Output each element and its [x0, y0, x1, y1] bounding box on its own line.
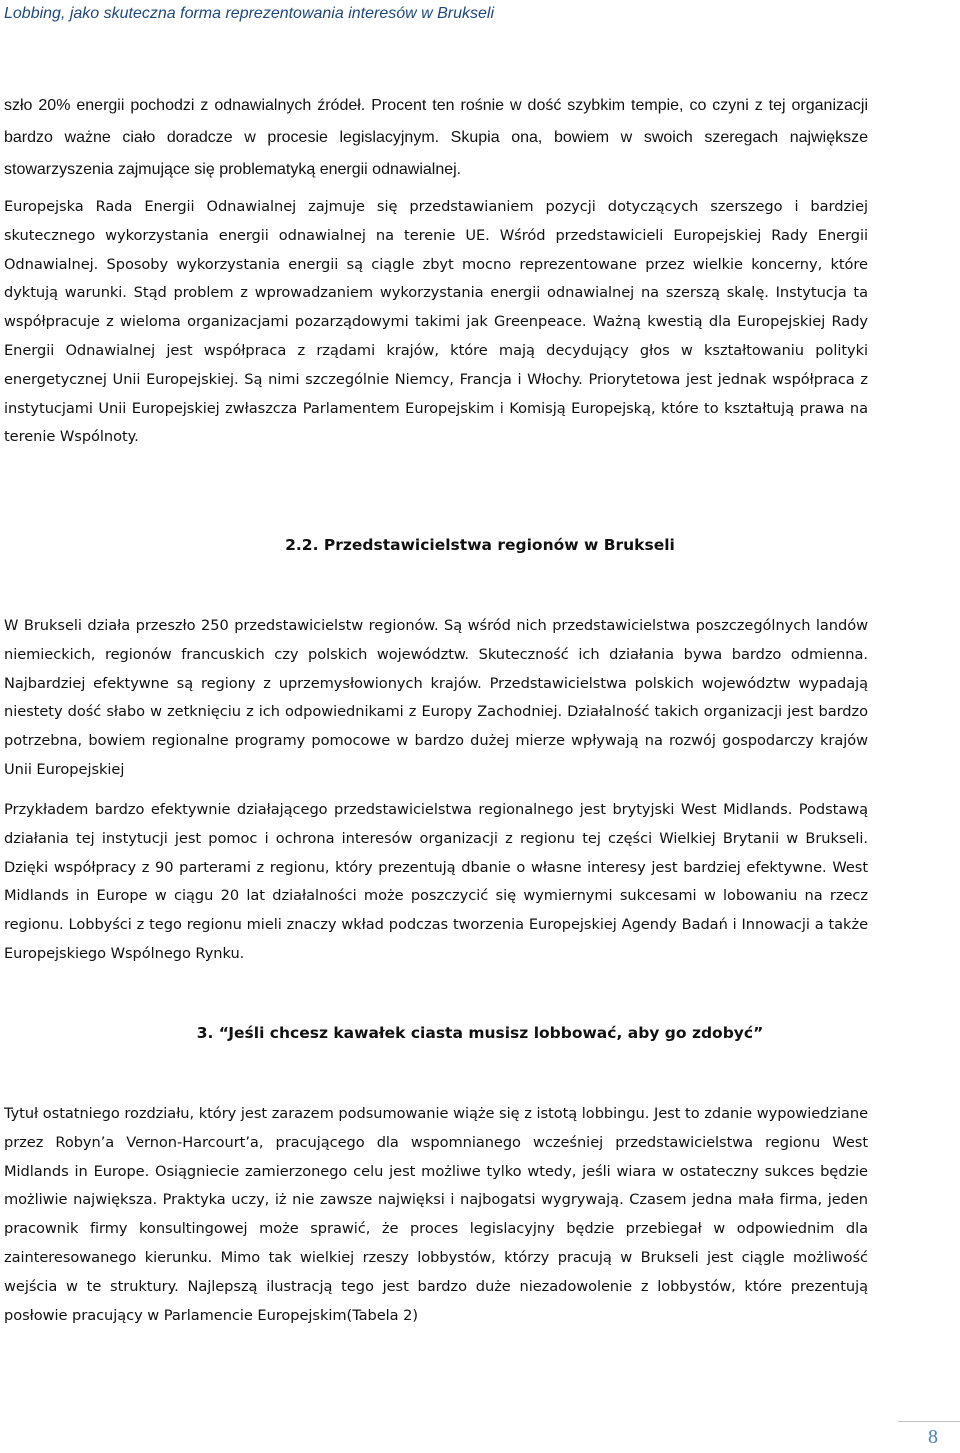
paragraph-regional-offices: W Brukseli działa przeszło 250 przedstawicielstw regionów. Są wśród nich przedstawicielstwa poszczególnych landów niemieckich, regionów francuskich czy polskich województw. Skuteczność ich działania bywa bardzo odmienna. Najbardziej efektywne są regiony z uprzemysłowionych krajów. Przedstawicielstwa polskich województw wypadają niestety dość słabo w zetknięciu z ich odpowiednikami z Europy Zachodniej. Działalność takich organizacji jest bardzo potrzebna, bowiem regionalne programy pomocowe w bardzo dużej mierze wpływają na rozwój gospodarczy krajów Unii Europejskiej	[4, 617, 868, 778]
page-number-rule	[898, 1421, 960, 1422]
paragraph-erec: Europejska Rada Energii Odnawialnej zajmuje się przedstawianiem pozycji dotyczących szerszego i bardziej skutecznego wykorzystania energii odnawialnej na terenie UE. Wśród przedstawicieli Europejskiej Rady Energii Odnawialnej. Sposoby wykorzystania energii są ciągle zbyt mocno reprezentowane przez wielkie koncerny, które dyktują warunki. Stąd problem z wprowadzaniem wykorzystania energii odnawialnej na szerszą skalę. Instytucja ta współpracuje z wieloma organizacjami pozarządowymi takimi jak Greenpeace. Ważną kwestią dla Europejskiej Rady Energii Odnawialnej jest współpraca z rządami krajów, które mają decydujący głos w kształtowaniu polityki energetycznej Unii Europejskiej. Są nimi szczególnie Niemcy, Francja i Włochy. Priorytetowa jest jednak współpraca z instytucjami Unii Europejskiej zwłaszcza Parlamentem Europejskim i Komisją Europejską, które to kształtują prawa na terenie Wspólnoty.	[4, 198, 868, 446]
paragraph-conclusion: Tytuł ostatniego rozdziału, który jest zarazem podsumowanie wiąże się z istotą lobbingu. Jest to zdanie wypowiedziane przez Robyn’a Vernon-Harcourt’a, pracującego dla wspomnianego wcześniej przedstawicielstwa regionu West Midlands in Europe. Osiągniecie zamierzonego celu jest możliwe tylko wtedy, jeśli wiara w ostateczny sukces będzie możliwie największa. Praktyka uczy, iż nie zawsze najwięksi i najbogatsi wygrywają. Czasem jedna mała firma, jeden pracownik firmy konsultingowej może sprawić, że proces legislacyjny będzie przebiegał w odpowiednim dla zainteresowanego kierunku. Mimo tak wielkiej rzeszy lobbystów, którzy pracują w Brukseli jest ciągle możliwość wejścia w te struktury. Najlepszą ilustracją tego jest bardzo duże niezadowolenie z lobbystów, które prezentują posłowie pracujący w Parlamencie Europejskim(Tabela 2)	[4, 1105, 868, 1324]
section-heading-3: 3. “Jeśli chcesz kawałek ciasta musisz lobbować, aby go zdobyć”	[196, 1024, 764, 1042]
running-header: Lobbing, jako skuteczna forma reprezentowania interesów w Brukseli	[4, 5, 495, 22]
page-number: 8	[928, 1426, 938, 1448]
section-heading-2-2: 2.2. Przedstawicielstwa regionów w Brukseli	[285, 536, 675, 554]
paragraph-energy-intro: szło 20% energii pochodzi z odnawialnych źródeł. Procent ten rośnie w dość szybkim tempie, co czyni z tej organizacji bardzo ważne ciało doradcze w procesie legislacyjnym. Skupia ona, bowiem w swoich szeregach największe stowarzyszenia zajmujące się problematyką energii odnawialnej.	[4, 97, 868, 178]
paragraph-west-midlands: Przykładem bardzo efektywnie działającego przedstawicielstwa regionalnego jest brytyjski West Midlands. Podstawą działania tej instytucji jest pomoc i ochrona interesów organizacji z regionu tej części Wielkiej Brytanii w Brukseli. Dzięki współpracy z 90 parterami z regionu, który prezentują dbanie o własne interesy jest bardziej efektywne. West Midlands in Europe w ciągu 20 lat działalności może poszczycić się wymiernymi sukcesami w lobowaniu na rzecz regionu. Lobbyści z tego regionu mieli znaczy wkład podczas tworzenia Europejskiej Agendy Badań i Innowacji a także Europejskiego Wspólnego Rynku.	[4, 801, 868, 962]
